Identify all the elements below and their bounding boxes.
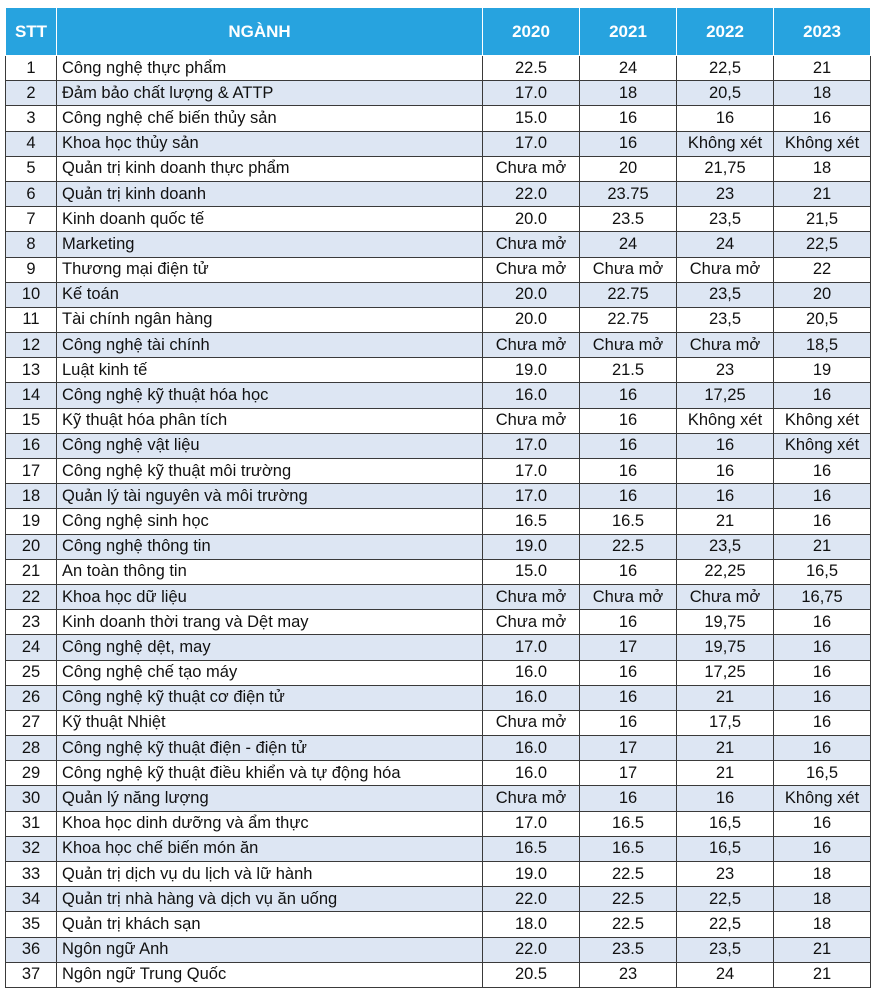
table-row: [6, 484, 871, 509]
cell-score-2020: Chưa mở: [483, 156, 580, 181]
cell-score-2020: 19.0: [483, 534, 580, 559]
cell-score-2023: 16: [774, 484, 871, 509]
cell-score-2020: Chưa mở: [483, 786, 580, 811]
cell-major-name: Khoa học dinh dưỡng và ẩm thực: [57, 811, 483, 836]
cell-score-2020: 17.0: [483, 433, 580, 458]
cell-score-2023: 21: [774, 962, 871, 987]
cell-score-2022: 23,5: [677, 937, 774, 962]
cell-major-name: Ngôn ngữ Anh: [57, 937, 483, 962]
table-row: [6, 232, 871, 257]
cell-score-2021: 23: [580, 962, 677, 987]
cell-major-name: Công nghệ sinh học: [57, 509, 483, 534]
cell-score-2023: 18: [774, 156, 871, 181]
table-row: [6, 56, 871, 81]
cell-score-2022: 16: [677, 106, 774, 131]
cell-score-2023: 16: [774, 635, 871, 660]
cell-score-2021: 24: [580, 56, 677, 81]
cell-stt: 21: [6, 559, 57, 584]
cell-score-2021: 16.5: [580, 509, 677, 534]
cell-stt: 27: [6, 710, 57, 735]
cell-stt: 37: [6, 962, 57, 987]
cell-stt: 26: [6, 685, 57, 710]
table-row: [6, 836, 871, 861]
cell-score-2020: 22.0: [483, 937, 580, 962]
cell-score-2020: 15.0: [483, 559, 580, 584]
cell-stt: 15: [6, 408, 57, 433]
cell-score-2023: 18,5: [774, 333, 871, 358]
cell-score-2022: Không xét: [677, 131, 774, 156]
cell-score-2020: 17.0: [483, 811, 580, 836]
table-row: [6, 635, 871, 660]
cell-score-2020: 19.0: [483, 358, 580, 383]
cell-major-name: Công nghệ kỹ thuật hóa học: [57, 383, 483, 408]
table-row: [6, 610, 871, 635]
cell-stt: 28: [6, 736, 57, 761]
cell-score-2021: 22.5: [580, 862, 677, 887]
cell-major-name: Quản trị kinh doanh: [57, 181, 483, 206]
table-row: [6, 307, 871, 332]
table-row: [6, 534, 871, 559]
table-row: [6, 786, 871, 811]
table-row: [6, 106, 871, 131]
cell-major-name: Công nghệ kỹ thuật điện - điện tử: [57, 736, 483, 761]
cell-score-2021: 16: [580, 459, 677, 484]
cell-major-name: Quản trị khách sạn: [57, 912, 483, 937]
cell-score-2023: 21: [774, 56, 871, 81]
cell-stt: 1: [6, 56, 57, 81]
cell-score-2023: 16: [774, 836, 871, 861]
table-row: [6, 962, 871, 987]
cell-major-name: Thương mại điện tử: [57, 257, 483, 282]
table-header: [6, 8, 871, 56]
cell-stt: 35: [6, 912, 57, 937]
table-row: [6, 383, 871, 408]
cell-score-2021: 23.75: [580, 181, 677, 206]
cell-score-2022: 17,5: [677, 710, 774, 735]
cell-score-2021: 22.5: [580, 887, 677, 912]
table-row: [6, 761, 871, 786]
cell-score-2022: 17,25: [677, 660, 774, 685]
cell-score-2022: 24: [677, 962, 774, 987]
cell-score-2022: 21,75: [677, 156, 774, 181]
cell-score-2022: 21: [677, 736, 774, 761]
table-row: [6, 887, 871, 912]
admission-score-table: [5, 7, 871, 988]
cell-score-2021: Chưa mở: [580, 584, 677, 609]
cell-score-2021: 17: [580, 736, 677, 761]
cell-score-2021: 18: [580, 81, 677, 106]
cell-score-2022: 16,5: [677, 811, 774, 836]
table-row: [6, 660, 871, 685]
table-body: [6, 56, 871, 988]
cell-stt: 4: [6, 131, 57, 156]
cell-score-2020: 22.0: [483, 181, 580, 206]
cell-score-2022: 23,5: [677, 282, 774, 307]
cell-score-2023: 22,5: [774, 232, 871, 257]
table-row: [6, 811, 871, 836]
cell-stt: 5: [6, 156, 57, 181]
cell-score-2022: 16: [677, 459, 774, 484]
cell-score-2022: 16,5: [677, 836, 774, 861]
table-row: [6, 937, 871, 962]
cell-major-name: An toàn thông tin: [57, 559, 483, 584]
cell-score-2021: 16: [580, 660, 677, 685]
header-row: [6, 8, 871, 56]
cell-stt: 6: [6, 181, 57, 206]
cell-major-name: Quản lý tài nguyên và môi trường: [57, 484, 483, 509]
cell-score-2022: 23,5: [677, 307, 774, 332]
cell-score-2022: 17,25: [677, 383, 774, 408]
cell-stt: 36: [6, 937, 57, 962]
cell-score-2023: 16: [774, 736, 871, 761]
cell-score-2023: Không xét: [774, 131, 871, 156]
cell-score-2022: 24: [677, 232, 774, 257]
cell-score-2022: 22,5: [677, 56, 774, 81]
cell-score-2022: 16: [677, 484, 774, 509]
table-row: [6, 459, 871, 484]
cell-stt: 23: [6, 610, 57, 635]
cell-score-2022: 19,75: [677, 635, 774, 660]
cell-major-name: Kỹ thuật Nhiệt: [57, 710, 483, 735]
cell-stt: 20: [6, 534, 57, 559]
cell-score-2022: 23,5: [677, 534, 774, 559]
cell-score-2022: 22,5: [677, 887, 774, 912]
cell-score-2020: 16.0: [483, 685, 580, 710]
cell-score-2021: 16: [580, 559, 677, 584]
cell-score-2023: Không xét: [774, 408, 871, 433]
cell-major-name: Công nghệ kỹ thuật môi trường: [57, 459, 483, 484]
header-stt: STT: [6, 8, 57, 56]
cell-score-2021: 16.5: [580, 811, 677, 836]
cell-score-2023: 16,5: [774, 761, 871, 786]
table-row: [6, 333, 871, 358]
table-row: [6, 282, 871, 307]
cell-score-2021: 23.5: [580, 937, 677, 962]
table-row: [6, 433, 871, 458]
cell-score-2020: Chưa mở: [483, 408, 580, 433]
cell-score-2020: Chưa mở: [483, 333, 580, 358]
header-year-2022: 2022: [677, 8, 774, 56]
table-row: [6, 584, 871, 609]
cell-stt: 33: [6, 862, 57, 887]
cell-score-2022: 23: [677, 862, 774, 887]
cell-score-2021: 16: [580, 131, 677, 156]
cell-score-2020: 16.0: [483, 383, 580, 408]
cell-score-2020: 19.0: [483, 862, 580, 887]
cell-score-2023: 18: [774, 862, 871, 887]
score-table-container: [5, 7, 871, 988]
cell-major-name: Quản trị dịch vụ du lịch và lữ hành: [57, 862, 483, 887]
cell-score-2023: 16: [774, 106, 871, 131]
table-row: [6, 181, 871, 206]
cell-stt: 9: [6, 257, 57, 282]
cell-major-name: Kế toán: [57, 282, 483, 307]
cell-major-name: Công nghệ dệt, may: [57, 635, 483, 660]
cell-score-2020: Chưa mở: [483, 257, 580, 282]
cell-score-2020: 22.5: [483, 56, 580, 81]
header-year-2023: 2023: [774, 8, 871, 56]
cell-score-2023: 16,75: [774, 584, 871, 609]
cell-major-name: Công nghệ vật liệu: [57, 433, 483, 458]
cell-score-2020: 20.0: [483, 282, 580, 307]
cell-score-2021: 22.75: [580, 307, 677, 332]
cell-stt: 3: [6, 106, 57, 131]
cell-score-2021: 21.5: [580, 358, 677, 383]
cell-score-2021: 22.5: [580, 534, 677, 559]
cell-score-2023: 21: [774, 181, 871, 206]
cell-score-2023: 18: [774, 81, 871, 106]
cell-major-name: Công nghệ tài chính: [57, 333, 483, 358]
cell-major-name: Ngôn ngữ Trung Quốc: [57, 962, 483, 987]
cell-stt: 34: [6, 887, 57, 912]
cell-score-2022: 22,25: [677, 559, 774, 584]
table-row: [6, 408, 871, 433]
cell-stt: 32: [6, 836, 57, 861]
cell-major-name: Kỹ thuật hóa phân tích: [57, 408, 483, 433]
cell-major-name: Kinh doanh thời trang và Dệt may: [57, 610, 483, 635]
cell-score-2023: 20,5: [774, 307, 871, 332]
cell-score-2020: Chưa mở: [483, 610, 580, 635]
cell-score-2021: 22.75: [580, 282, 677, 307]
cell-score-2023: 16: [774, 610, 871, 635]
cell-score-2023: 16: [774, 811, 871, 836]
cell-stt: 17: [6, 459, 57, 484]
cell-score-2021: 16: [580, 710, 677, 735]
cell-score-2020: 20.5: [483, 962, 580, 987]
cell-stt: 31: [6, 811, 57, 836]
cell-score-2023: 22: [774, 257, 871, 282]
cell-score-2021: 23.5: [580, 207, 677, 232]
cell-score-2023: 18: [774, 912, 871, 937]
table-row: [6, 912, 871, 937]
cell-major-name: Luật kinh tế: [57, 358, 483, 383]
cell-major-name: Quản trị kinh doanh thực phẩm: [57, 156, 483, 181]
cell-score-2022: Chưa mở: [677, 584, 774, 609]
cell-stt: 29: [6, 761, 57, 786]
cell-score-2023: 16: [774, 660, 871, 685]
cell-major-name: Công nghệ chế biến thủy sản: [57, 106, 483, 131]
cell-score-2023: 16: [774, 685, 871, 710]
cell-score-2020: 16.0: [483, 736, 580, 761]
cell-score-2020: Chưa mở: [483, 710, 580, 735]
cell-stt: 30: [6, 786, 57, 811]
cell-score-2021: 24: [580, 232, 677, 257]
cell-score-2021: 16: [580, 408, 677, 433]
cell-score-2022: 23: [677, 181, 774, 206]
cell-score-2023: Không xét: [774, 786, 871, 811]
cell-score-2023: 16,5: [774, 559, 871, 584]
cell-score-2023: 21: [774, 534, 871, 559]
cell-score-2022: 23: [677, 358, 774, 383]
cell-stt: 13: [6, 358, 57, 383]
cell-score-2021: 22.5: [580, 912, 677, 937]
cell-score-2022: 20,5: [677, 81, 774, 106]
table-row: [6, 710, 871, 735]
cell-stt: 19: [6, 509, 57, 534]
cell-score-2021: Chưa mở: [580, 257, 677, 282]
cell-major-name: Tài chính ngân hàng: [57, 307, 483, 332]
table-row: [6, 81, 871, 106]
cell-stt: 25: [6, 660, 57, 685]
cell-major-name: Quản trị nhà hàng và dịch vụ ăn uống: [57, 887, 483, 912]
cell-score-2020: 17.0: [483, 484, 580, 509]
cell-score-2020: 16.5: [483, 836, 580, 861]
header-year-2021: 2021: [580, 8, 677, 56]
table-row: [6, 257, 871, 282]
cell-score-2022: 23,5: [677, 207, 774, 232]
cell-stt: 11: [6, 307, 57, 332]
cell-score-2021: 16: [580, 433, 677, 458]
cell-score-2020: 15.0: [483, 106, 580, 131]
cell-major-name: Công nghệ kỹ thuật điều khiển và tự động hóa: [57, 761, 483, 786]
cell-score-2022: 16: [677, 786, 774, 811]
table-row: [6, 207, 871, 232]
cell-score-2020: 22.0: [483, 887, 580, 912]
cell-major-name: Khoa học chế biến món ăn: [57, 836, 483, 861]
cell-score-2020: 20.0: [483, 307, 580, 332]
cell-score-2022: Chưa mở: [677, 257, 774, 282]
cell-score-2022: 21: [677, 509, 774, 534]
cell-score-2020: 16.5: [483, 509, 580, 534]
cell-score-2020: 17.0: [483, 81, 580, 106]
cell-score-2021: 16: [580, 786, 677, 811]
cell-major-name: Công nghệ chế tạo máy: [57, 660, 483, 685]
cell-score-2020: 17.0: [483, 459, 580, 484]
cell-stt: 12: [6, 333, 57, 358]
cell-score-2022: 19,75: [677, 610, 774, 635]
cell-score-2023: 18: [774, 887, 871, 912]
table-row: [6, 358, 871, 383]
cell-score-2022: Không xét: [677, 408, 774, 433]
cell-major-name: Quản lý năng lượng: [57, 786, 483, 811]
cell-score-2020: 20.0: [483, 207, 580, 232]
table-row: [6, 509, 871, 534]
cell-score-2022: 21: [677, 761, 774, 786]
cell-score-2021: Chưa mở: [580, 333, 677, 358]
cell-major-name: Công nghệ thông tin: [57, 534, 483, 559]
cell-score-2021: 20: [580, 156, 677, 181]
header-year-2020: 2020: [483, 8, 580, 56]
cell-score-2023: 16: [774, 383, 871, 408]
cell-major-name: Khoa học thủy sản: [57, 131, 483, 156]
cell-score-2022: 22,5: [677, 912, 774, 937]
cell-score-2021: 16: [580, 685, 677, 710]
table-row: [6, 131, 871, 156]
cell-score-2020: Chưa mở: [483, 584, 580, 609]
cell-stt: 10: [6, 282, 57, 307]
header-major: NGÀNH: [57, 8, 483, 56]
cell-score-2021: 16: [580, 383, 677, 408]
cell-score-2020: Chưa mở: [483, 232, 580, 257]
table-row: [6, 685, 871, 710]
cell-major-name: Kinh doanh quốc tế: [57, 207, 483, 232]
cell-major-name: Marketing: [57, 232, 483, 257]
cell-score-2023: 16: [774, 710, 871, 735]
cell-stt: 7: [6, 207, 57, 232]
cell-score-2020: 16.0: [483, 660, 580, 685]
cell-score-2022: 21: [677, 685, 774, 710]
cell-score-2021: 17: [580, 635, 677, 660]
cell-score-2023: 20: [774, 282, 871, 307]
cell-major-name: Công nghệ kỹ thuật cơ điện tử: [57, 685, 483, 710]
cell-score-2020: 18.0: [483, 912, 580, 937]
table-row: [6, 862, 871, 887]
cell-score-2022: Chưa mở: [677, 333, 774, 358]
cell-score-2023: Không xét: [774, 433, 871, 458]
cell-stt: 16: [6, 433, 57, 458]
cell-stt: 14: [6, 383, 57, 408]
table-row: [6, 736, 871, 761]
cell-score-2020: 17.0: [483, 131, 580, 156]
cell-major-name: Công nghệ thực phẩm: [57, 56, 483, 81]
cell-score-2021: 17: [580, 761, 677, 786]
cell-stt: 2: [6, 81, 57, 106]
table-row: [6, 156, 871, 181]
cell-score-2020: 16.0: [483, 761, 580, 786]
cell-score-2022: 16: [677, 433, 774, 458]
cell-major-name: Đảm bảo chất lượng & ATTP: [57, 81, 483, 106]
cell-score-2023: 21,5: [774, 207, 871, 232]
cell-stt: 22: [6, 584, 57, 609]
cell-score-2021: 16: [580, 610, 677, 635]
cell-score-2021: 16.5: [580, 836, 677, 861]
cell-score-2023: 16: [774, 509, 871, 534]
cell-score-2020: 17.0: [483, 635, 580, 660]
cell-stt: 24: [6, 635, 57, 660]
cell-score-2023: 19: [774, 358, 871, 383]
cell-score-2021: 16: [580, 106, 677, 131]
cell-stt: 8: [6, 232, 57, 257]
cell-major-name: Khoa học dữ liệu: [57, 584, 483, 609]
cell-stt: 18: [6, 484, 57, 509]
cell-score-2021: 16: [580, 484, 677, 509]
cell-score-2023: 21: [774, 937, 871, 962]
cell-score-2023: 16: [774, 459, 871, 484]
table-row: [6, 559, 871, 584]
